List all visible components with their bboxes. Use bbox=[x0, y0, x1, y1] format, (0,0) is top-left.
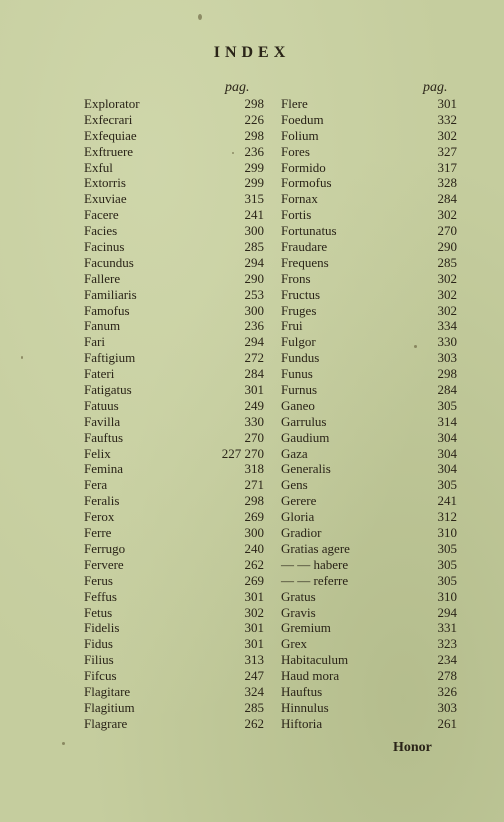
index-page-number: 324 bbox=[244, 683, 264, 699]
index-page-number: 272 bbox=[244, 350, 264, 366]
index-word: Exftruere bbox=[84, 143, 134, 159]
index-entry bbox=[84, 509, 264, 525]
index-word: Grex bbox=[281, 636, 307, 652]
index-entry bbox=[84, 350, 264, 366]
index-word: Gremium bbox=[281, 620, 331, 636]
index-entry bbox=[84, 287, 264, 303]
catchword: Honor bbox=[393, 740, 432, 755]
index-page-number: 284 bbox=[437, 382, 457, 398]
index-word: Fifcus bbox=[84, 668, 117, 684]
index-entry bbox=[84, 716, 264, 732]
index-entry bbox=[84, 525, 264, 541]
index-page-number: 305 bbox=[437, 540, 457, 556]
index-word: Fera bbox=[84, 477, 108, 493]
index-word: Foedum bbox=[281, 111, 324, 127]
index-word: Gaza bbox=[281, 445, 308, 461]
index-word: Hiftoria bbox=[281, 715, 323, 731]
index-page-number: 298 bbox=[244, 127, 264, 143]
index-page-number: 302 bbox=[437, 270, 457, 286]
index-entry bbox=[84, 112, 264, 128]
index-word: Flagitare bbox=[84, 683, 131, 699]
index-word: Ferox bbox=[84, 509, 115, 525]
index-entry bbox=[84, 271, 264, 287]
index-entry bbox=[281, 446, 457, 462]
index-page-number: 227 270 bbox=[221, 445, 264, 461]
index-word: Funus bbox=[281, 366, 313, 382]
index-entry bbox=[84, 446, 264, 462]
index-page-number: 310 bbox=[437, 588, 457, 604]
index-word: Fidus bbox=[84, 636, 113, 652]
index-word: Fulgor bbox=[281, 334, 316, 350]
index-entry bbox=[84, 160, 264, 176]
index-page-number: 270 bbox=[244, 429, 264, 445]
left-column-page-header: pag. bbox=[225, 80, 250, 95]
index-word: Gaudium bbox=[281, 429, 330, 445]
index-entry bbox=[281, 318, 457, 334]
index-entry bbox=[84, 461, 264, 477]
index-word: Fallere bbox=[84, 270, 121, 286]
index-page-number: 334 bbox=[437, 318, 457, 334]
index-word: Felix bbox=[84, 445, 111, 461]
index-word: Flere bbox=[281, 96, 308, 111]
index-page-number: 303 bbox=[437, 350, 457, 366]
index-word: Gens bbox=[281, 477, 308, 493]
index-page-number: 247 bbox=[244, 668, 264, 684]
index-word: Extorris bbox=[84, 175, 126, 191]
index-page-number: 305 bbox=[437, 556, 457, 572]
index-word: Ganeo bbox=[281, 397, 315, 413]
index-word: Feffus bbox=[84, 588, 117, 604]
index-word: — — habere bbox=[281, 556, 349, 572]
index-entry bbox=[281, 398, 457, 414]
index-page-number: 302 bbox=[244, 604, 264, 620]
index-entry bbox=[281, 509, 457, 525]
index-page-number: 294 bbox=[244, 334, 264, 350]
index-word: Flagrare bbox=[84, 715, 128, 731]
index-page-number: 323 bbox=[437, 636, 457, 652]
index-entry bbox=[84, 493, 264, 509]
index-page-number: 302 bbox=[437, 286, 457, 302]
index-page-number: 236 bbox=[244, 143, 264, 159]
index-page-number: 317 bbox=[437, 159, 457, 175]
index-page-number: 236 bbox=[244, 318, 264, 334]
index-word: Ferre bbox=[84, 525, 112, 541]
index-page-number: 294 bbox=[437, 604, 457, 620]
index-word: Fortis bbox=[281, 207, 312, 223]
index-page-number: 330 bbox=[437, 334, 457, 350]
index-page-number: 330 bbox=[244, 413, 264, 429]
index-page-number: 301 bbox=[244, 620, 264, 636]
index-entry bbox=[84, 175, 264, 191]
index-page-number: 305 bbox=[437, 572, 457, 588]
index-page-number: 226 bbox=[244, 111, 264, 127]
index-entry bbox=[84, 318, 264, 334]
index-entry bbox=[281, 382, 457, 398]
index-page-number: 290 bbox=[437, 239, 457, 255]
index-page-number: 301 bbox=[437, 96, 457, 111]
index-entry bbox=[84, 414, 264, 430]
index-page-number: 304 bbox=[437, 429, 457, 445]
index-entry bbox=[84, 477, 264, 493]
index-entry bbox=[281, 96, 457, 112]
index-entry bbox=[281, 461, 457, 477]
index-page-number: 310 bbox=[437, 525, 457, 541]
index-word: Fornax bbox=[281, 191, 318, 207]
index-entry bbox=[281, 287, 457, 303]
index-page-number: 305 bbox=[437, 397, 457, 413]
right-index-column bbox=[281, 96, 457, 732]
index-word: Facies bbox=[84, 223, 118, 239]
index-word: Frui bbox=[281, 318, 303, 334]
index-page-number: 302 bbox=[437, 127, 457, 143]
index-page-number: 301 bbox=[244, 382, 264, 398]
index-word: Fervere bbox=[84, 556, 124, 572]
index-entry bbox=[281, 144, 457, 160]
index-word: Famofus bbox=[84, 302, 130, 318]
index-word: Formofus bbox=[281, 175, 332, 191]
index-page-number: 314 bbox=[437, 413, 457, 429]
index-entry bbox=[281, 112, 457, 128]
index-page-number: 332 bbox=[437, 111, 457, 127]
index-word: Faftigium bbox=[84, 350, 136, 366]
index-entry bbox=[281, 207, 457, 223]
index-page-number: 285 bbox=[437, 254, 457, 270]
index-entry bbox=[281, 493, 457, 509]
index-entry bbox=[281, 620, 457, 636]
index-entry bbox=[281, 128, 457, 144]
index-entry bbox=[281, 223, 457, 239]
index-entry bbox=[84, 96, 264, 112]
index-entry bbox=[84, 207, 264, 223]
index-entry bbox=[281, 334, 457, 350]
index-entry bbox=[84, 398, 264, 414]
index-page-number: 302 bbox=[437, 302, 457, 318]
index-entry bbox=[84, 557, 264, 573]
ink-speck bbox=[62, 742, 65, 745]
index-word: Fructus bbox=[281, 286, 320, 302]
index-entry bbox=[281, 303, 457, 319]
index-entry bbox=[281, 605, 457, 621]
index-word: Facundus bbox=[84, 254, 134, 270]
index-entry bbox=[84, 605, 264, 621]
index-word: Frons bbox=[281, 270, 311, 286]
index-page-number: 298 bbox=[244, 96, 264, 111]
index-page-number: 234 bbox=[437, 652, 457, 668]
index-word: Exfecrari bbox=[84, 111, 133, 127]
index-page-number: 301 bbox=[244, 588, 264, 604]
index-word: Ferrugo bbox=[84, 540, 126, 556]
index-entry bbox=[281, 477, 457, 493]
index-word: Folium bbox=[281, 127, 319, 143]
index-page-number: 318 bbox=[244, 461, 264, 477]
index-entry bbox=[281, 350, 457, 366]
index-entry bbox=[281, 541, 457, 557]
index-word: Generalis bbox=[281, 461, 331, 477]
index-page-number: 304 bbox=[437, 445, 457, 461]
index-entry bbox=[84, 382, 264, 398]
index-word: Frequens bbox=[281, 254, 329, 270]
index-word: Exful bbox=[84, 159, 113, 175]
index-page-number: 285 bbox=[244, 239, 264, 255]
index-word: Fundus bbox=[281, 350, 320, 366]
index-word: Gradior bbox=[281, 525, 322, 541]
index-word: Hinnulus bbox=[281, 699, 329, 715]
index-page-number: 241 bbox=[244, 207, 264, 223]
index-entry bbox=[281, 557, 457, 573]
index-entry bbox=[84, 636, 264, 652]
right-column-page-header: pag. bbox=[423, 80, 448, 95]
index-page-number: 299 bbox=[244, 159, 264, 175]
index-entry bbox=[281, 573, 457, 589]
index-word: Explorator bbox=[84, 96, 140, 111]
index-entry bbox=[281, 652, 457, 668]
index-page-number: 301 bbox=[244, 636, 264, 652]
index-word: Fortunatus bbox=[281, 223, 337, 239]
index-page-number: 326 bbox=[437, 683, 457, 699]
index-entry bbox=[84, 589, 264, 605]
index-entry bbox=[84, 303, 264, 319]
index-word: Haud mora bbox=[281, 668, 340, 684]
index-entry bbox=[281, 668, 457, 684]
index-word: Fateri bbox=[84, 366, 115, 382]
index-entry bbox=[84, 684, 264, 700]
index-page-number: 262 bbox=[244, 556, 264, 572]
index-page-number: 303 bbox=[437, 699, 457, 715]
index-entry bbox=[84, 700, 264, 716]
index-entry bbox=[84, 541, 264, 557]
index-word: Fanum bbox=[84, 318, 121, 334]
index-word: Fores bbox=[281, 143, 310, 159]
index-entry bbox=[84, 239, 264, 255]
index-word: Fetus bbox=[84, 604, 113, 620]
index-word: Gravis bbox=[281, 604, 316, 620]
index-entry bbox=[281, 414, 457, 430]
index-page-number: 298 bbox=[437, 366, 457, 382]
index-entry bbox=[281, 525, 457, 541]
index-entry bbox=[281, 366, 457, 382]
index-entry bbox=[281, 271, 457, 287]
index-entry bbox=[84, 144, 264, 160]
index-entry bbox=[281, 160, 457, 176]
index-entry bbox=[281, 716, 457, 732]
index-entry bbox=[281, 175, 457, 191]
page-title: INDEX bbox=[213, 44, 291, 61]
index-word: Exuviae bbox=[84, 191, 127, 207]
index-page-number: 315 bbox=[244, 191, 264, 207]
index-entry bbox=[281, 239, 457, 255]
index-entry bbox=[84, 668, 264, 684]
index-word: Favilla bbox=[84, 413, 121, 429]
index-entry bbox=[281, 684, 457, 700]
index-word: Exfequiae bbox=[84, 127, 137, 143]
index-word: Hauftus bbox=[281, 683, 323, 699]
index-word: Filius bbox=[84, 652, 114, 668]
index-page-number: 327 bbox=[437, 143, 457, 159]
index-entry bbox=[84, 334, 264, 350]
index-page-number: 290 bbox=[244, 270, 264, 286]
index-page-number: 285 bbox=[244, 699, 264, 715]
index-entry bbox=[84, 430, 264, 446]
index-page-number: 262 bbox=[244, 715, 264, 731]
index-word: Fraudare bbox=[281, 239, 328, 255]
index-entry bbox=[84, 191, 264, 207]
index-page-number: 312 bbox=[437, 509, 457, 525]
index-entry bbox=[281, 636, 457, 652]
index-page-number: 313 bbox=[244, 652, 264, 668]
index-entry bbox=[281, 700, 457, 716]
index-page-number: 241 bbox=[437, 493, 457, 509]
index-page-number: 305 bbox=[437, 477, 457, 493]
index-entry bbox=[84, 366, 264, 382]
index-word: Habitaculum bbox=[281, 652, 349, 668]
index-page-number: 302 bbox=[437, 207, 457, 223]
index-page-number: 328 bbox=[437, 175, 457, 191]
index-page-number: 284 bbox=[437, 191, 457, 207]
index-word: Facere bbox=[84, 207, 119, 223]
index-page-number: 300 bbox=[244, 223, 264, 239]
index-word: Ferus bbox=[84, 572, 113, 588]
index-word: Feralis bbox=[84, 493, 120, 509]
index-word: Familiaris bbox=[84, 286, 137, 302]
index-entry bbox=[84, 573, 264, 589]
index-word: — — referre bbox=[281, 572, 349, 588]
index-entry bbox=[84, 255, 264, 271]
index-page-number: 270 bbox=[437, 223, 457, 239]
index-entry bbox=[84, 128, 264, 144]
index-word: Fatuus bbox=[84, 397, 119, 413]
index-entry bbox=[281, 589, 457, 605]
index-word: Gerere bbox=[281, 493, 317, 509]
ink-speck bbox=[21, 356, 23, 359]
index-entry bbox=[84, 620, 264, 636]
index-word: Gratus bbox=[281, 588, 316, 604]
index-entry bbox=[281, 255, 457, 271]
index-page-number: 300 bbox=[244, 302, 264, 318]
index-page-number: 278 bbox=[437, 668, 457, 684]
index-word: Fatigatus bbox=[84, 382, 132, 398]
index-page-number: 240 bbox=[244, 540, 264, 556]
index-page-number: 269 bbox=[244, 572, 264, 588]
index-word: Femina bbox=[84, 461, 123, 477]
index-page-number: 298 bbox=[244, 493, 264, 509]
index-page-number: 299 bbox=[244, 175, 264, 191]
index-entry bbox=[281, 430, 457, 446]
index-word: Gloria bbox=[281, 509, 315, 525]
index-word: Furnus bbox=[281, 382, 318, 398]
index-page-number: 249 bbox=[244, 397, 264, 413]
index-entry bbox=[84, 652, 264, 668]
ink-speck bbox=[198, 14, 202, 20]
index-word: Facinus bbox=[84, 239, 125, 255]
index-page-number: 304 bbox=[437, 461, 457, 477]
index-word: Flagitium bbox=[84, 699, 135, 715]
index-word: Fruges bbox=[281, 302, 317, 318]
index-page-number: 284 bbox=[244, 366, 264, 382]
index-page-number: 253 bbox=[244, 286, 264, 302]
index-page-number: 300 bbox=[244, 525, 264, 541]
index-word: Formido bbox=[281, 159, 326, 175]
index-page-number: 331 bbox=[437, 620, 457, 636]
index-word: Garrulus bbox=[281, 413, 327, 429]
index-page-number: 271 bbox=[244, 477, 264, 493]
index-page-number: 269 bbox=[244, 509, 264, 525]
index-page-number: 261 bbox=[437, 715, 457, 731]
index-page-number: 294 bbox=[244, 254, 264, 270]
index-entry bbox=[84, 223, 264, 239]
left-index-column bbox=[84, 96, 264, 732]
index-entry bbox=[281, 191, 457, 207]
index-word: Fari bbox=[84, 334, 105, 350]
index-word: Fidelis bbox=[84, 620, 120, 636]
index-word: Fauftus bbox=[84, 429, 123, 445]
index-word: Gratias agere bbox=[281, 540, 350, 556]
